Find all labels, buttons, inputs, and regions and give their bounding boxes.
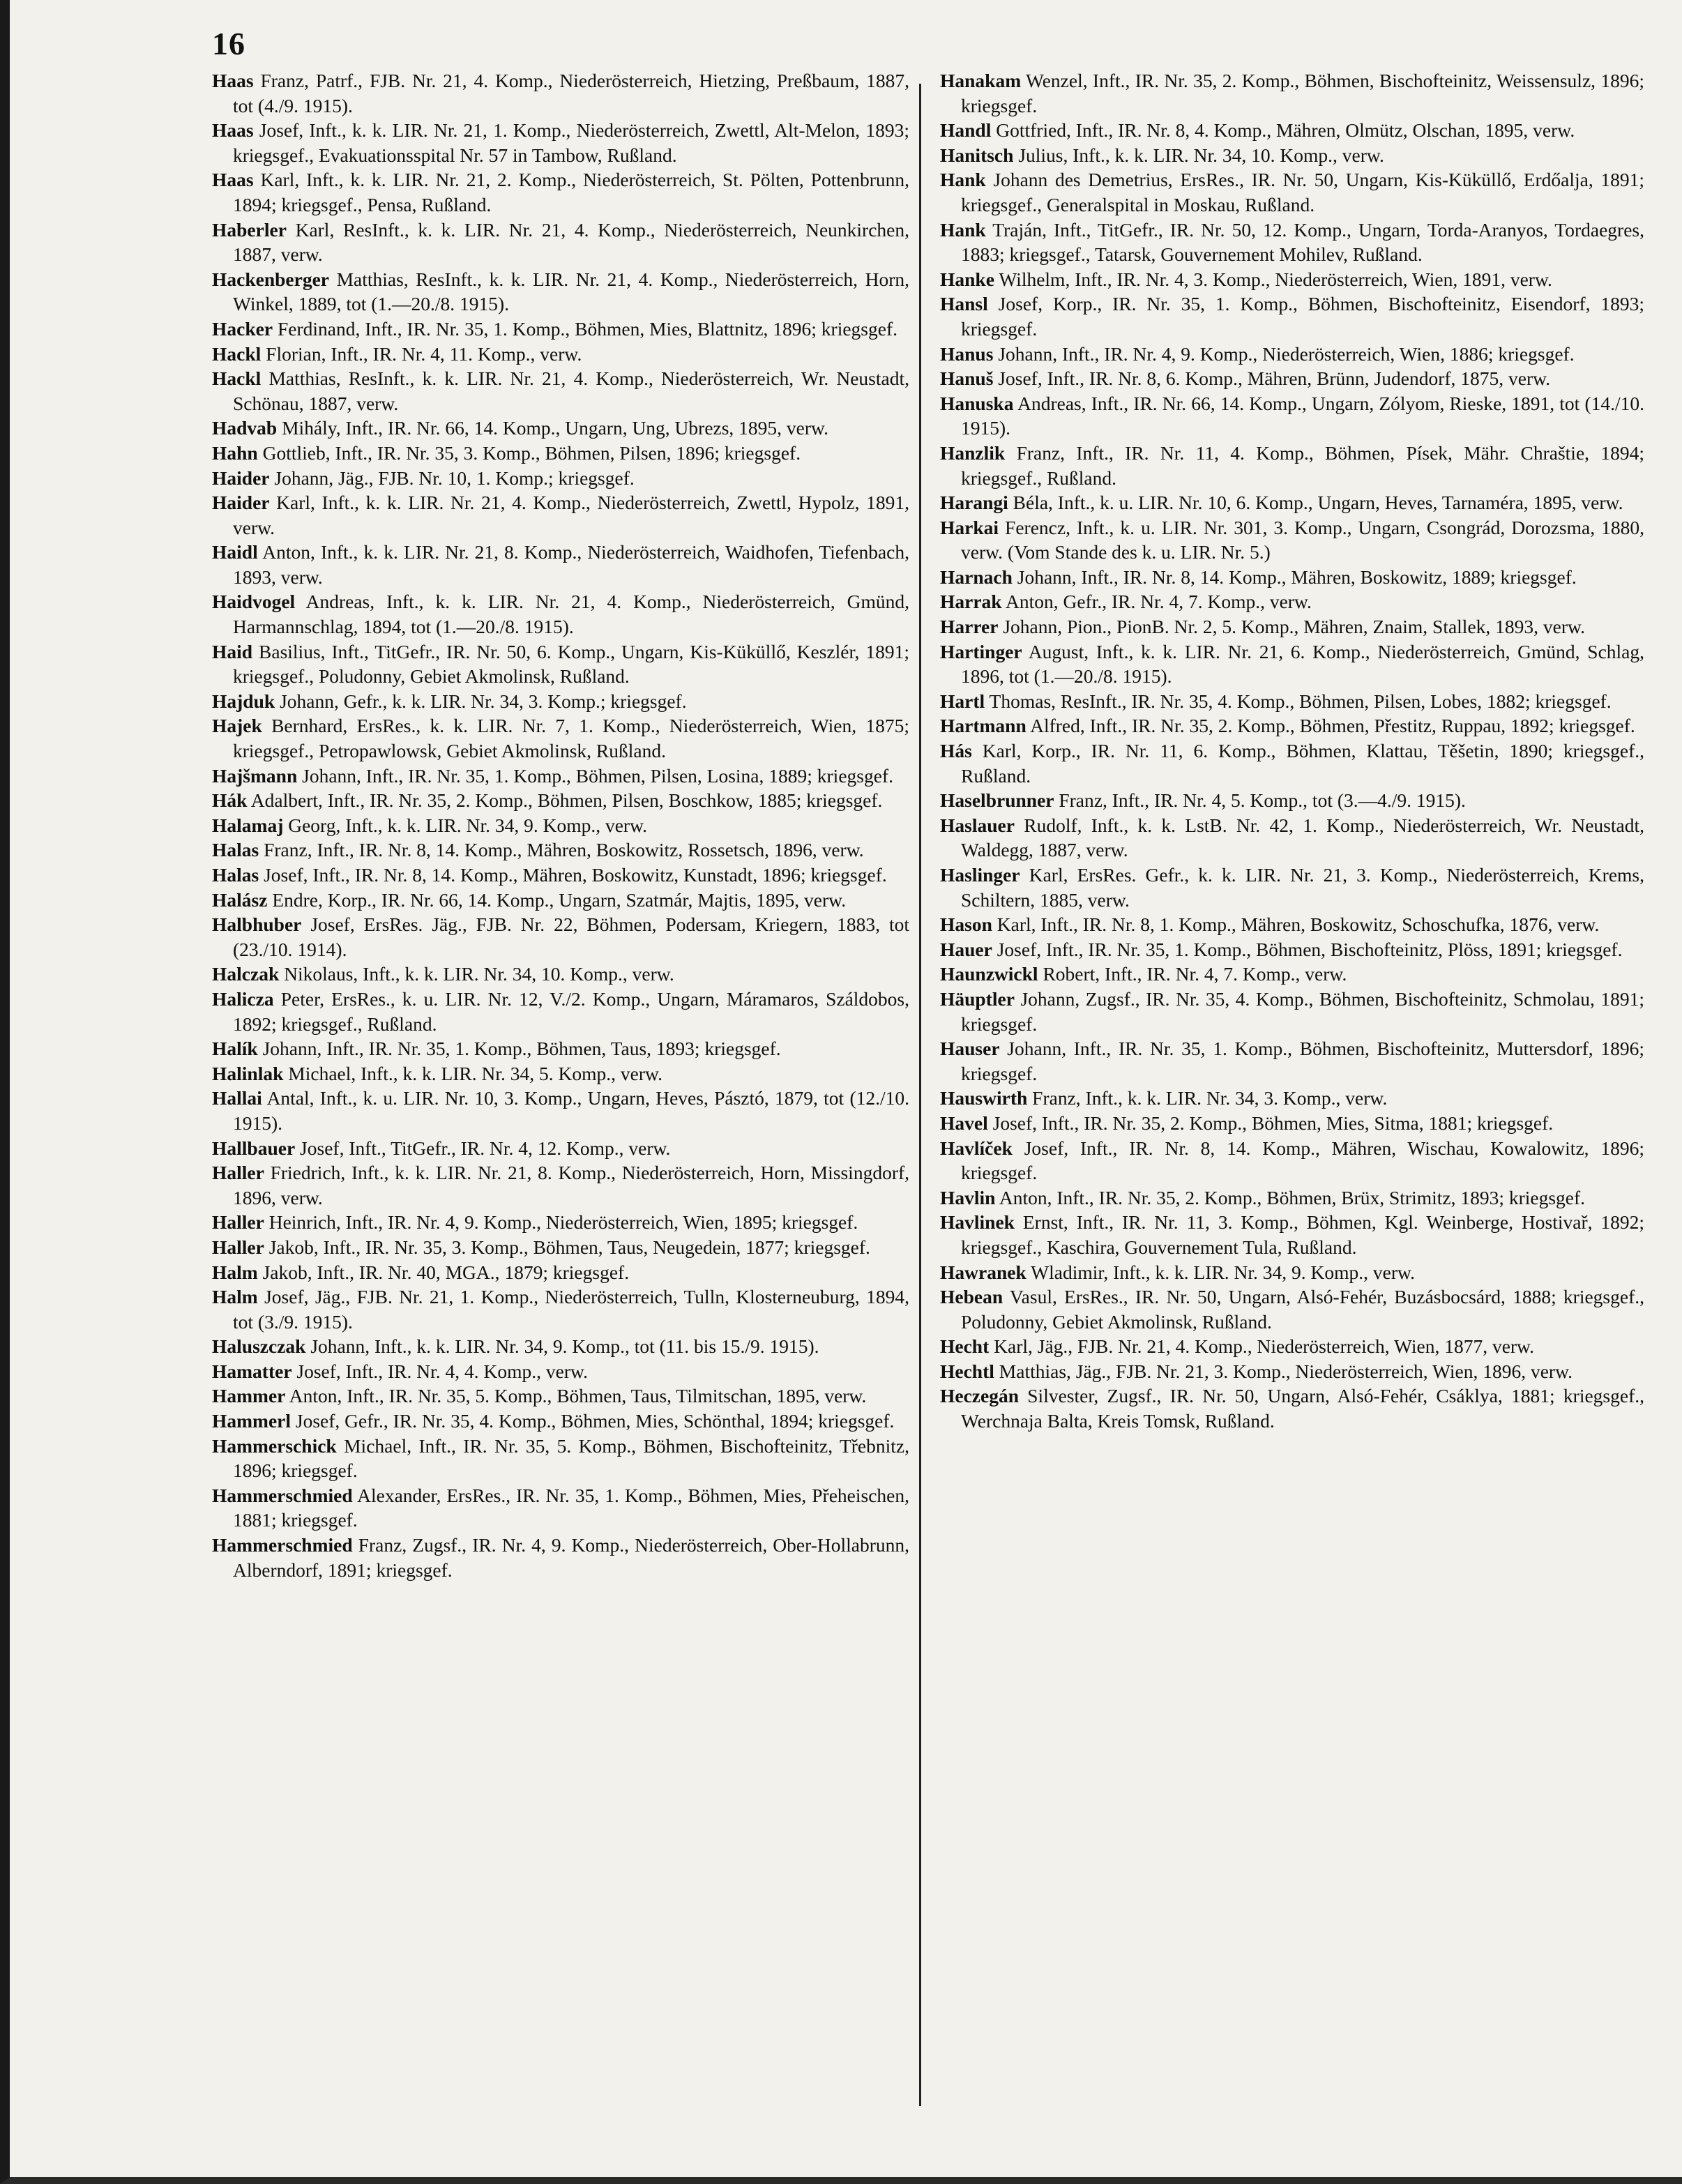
entry-details: Franz, Inft., IR. Nr. 8, 14. Komp., Mähren, Boskowitz, Rossetsch, 1896, verw.: [264, 839, 864, 861]
entry-details: Anton, Gefr., IR. Nr. 4, 7. Komp., verw.: [1005, 591, 1312, 613]
roster-entry: [212, 764, 909, 789]
entry-details: Josef, Inft., IR. Nr. 8, 6. Komp., Mähren, Brünn, Judendorf, 1875, verw.: [998, 367, 1551, 390]
roster-entry: [940, 1136, 1644, 1185]
entry-details: Jakob, Inft., IR. Nr. 35, 3. Komp., Böhmen, Taus, Neugedein, 1877; kriegsgef.: [268, 1236, 870, 1258]
roster-entry: [212, 962, 909, 987]
entry-details: Ernst, Inft., IR. Nr. 11, 3. Komp., Böhmen, Kgl. Weinberge, Hostivař, 1892; kriegsgef., Kaschira, Gouvernement Tula, Rußland.: [961, 1211, 1645, 1258]
entry-details: Johann, Inft., IR. Nr. 4, 9. Komp., Niederösterreich, Wien, 1886; kriegsgef.: [998, 342, 1575, 365]
roster-entry: [940, 1185, 1644, 1211]
entry-details: Gottfried, Inft., IR. Nr. 8, 4. Komp., Mähren, Olmütz, Olschan, 1895, verw.: [996, 119, 1575, 142]
entry-surname: Haider: [212, 492, 270, 514]
roster-entry: [940, 937, 1644, 962]
entry-surname: Hajšmann: [212, 764, 298, 787]
roster-entry: [212, 1533, 909, 1582]
entry-details: Johann, Inft., IR. Nr. 35, 1. Komp., Böhmen, Pilsen, Losina, 1889; kriegsgef.: [302, 764, 893, 787]
entry-surname: Havel: [940, 1112, 988, 1134]
roster-entry: [940, 1036, 1644, 1086]
entry-surname: Hason: [940, 913, 992, 936]
entry-surname: Hank: [940, 218, 986, 241]
entry-details: Wladimir, Inft., k. k. LIR. Nr. 34, 9. Komp., verw.: [1031, 1261, 1415, 1283]
entry-surname: Haselbrunner: [940, 789, 1054, 812]
column-divider: [919, 84, 921, 2106]
page-number: 16: [212, 26, 245, 61]
entry-details: Franz, Zugsf., IR. Nr. 4, 9. Komp., Niederösterreich, Ober-Hollabrunn, Alberndorf, 1891; kriegsgef.: [233, 1534, 910, 1581]
roster-entry: [212, 68, 909, 118]
entry-details: Karl, Jäg., FJB. Nr. 21, 4. Komp., Niederösterreich, Wien, 1877, verw.: [994, 1335, 1535, 1358]
roster-entry: [212, 118, 909, 167]
entry-details: Ferencz, Inft., k. u. LIR. Nr. 301, 3. Komp., Ungarn, Csongrád, Dorozsma, 1880, verw. (Vom Stande des k. u. LIR. Nr. 5.): [961, 516, 1644, 563]
entry-surname: Hebean: [940, 1286, 1003, 1308]
roster-entry: [940, 912, 1644, 937]
entry-surname: Hammerschmied: [212, 1534, 353, 1556]
roster-entry: [212, 689, 909, 714]
entry-surname: Hanuš: [940, 367, 994, 390]
entry-details: Franz, Inft., IR. Nr. 4, 5. Komp., tot (3.—4./9. 1915).: [1059, 789, 1466, 812]
entry-surname: Halas: [212, 839, 259, 861]
entry-surname: Haidl: [212, 541, 258, 563]
roster-entry: [940, 689, 1644, 714]
entry-surname: Halas: [212, 864, 259, 886]
roster-entry: [212, 589, 909, 639]
roster-entry: [212, 1086, 909, 1135]
entry-surname: Harnach: [940, 566, 1013, 588]
entry-surname: Hackl: [212, 367, 262, 390]
entry-details: Johann, Jäg., FJB. Nr. 10, 1. Komp.; kriegsgef.: [274, 467, 635, 489]
entry-details: Georg, Inft., k. k. LIR. Nr. 34, 9. Komp., verw.: [288, 814, 648, 836]
entry-surname: Harkai: [940, 516, 999, 538]
roster-entry: [212, 317, 909, 342]
entry-surname: Hanke: [940, 268, 994, 290]
roster-entry: [212, 167, 909, 217]
entry-details: Johann, Zugsf., IR. Nr. 35, 4. Komp., Böhmen, Bischofteinitz, Schmolau, 1891; kriegsgef.: [961, 987, 1645, 1035]
roster-entry: [940, 441, 1644, 490]
roster-entry: [212, 1409, 909, 1434]
roster-entry: [940, 639, 1644, 689]
entry-surname: Haluszczak: [212, 1335, 306, 1358]
roster-entry: [212, 1483, 909, 1533]
entry-details: Josef, Korp., IR. Nr. 35, 1. Komp., Böhmen, Bischofteinitz, Eisendorf, 1893; kriegsgef.: [961, 293, 1645, 340]
entry-details: Josef, Inft., IR. Nr. 35, 2. Komp., Böhmen, Mies, Sitma, 1881; kriegsgef.: [992, 1112, 1554, 1134]
roster-entry: [212, 490, 909, 540]
roster-entry: [212, 788, 909, 813]
entry-details: Karl, ResInft., k. k. LIR. Nr. 21, 4. Komp., Niederösterreich, Neunkirchen, 1887, verw.: [233, 218, 909, 266]
entry-surname: Hacker: [212, 317, 273, 340]
roster-entry: [940, 1359, 1644, 1384]
entry-details: Vasul, ErsRes., IR. Nr. 50, Ungarn, Alsó-Fehér, Buzásbocsárd, 1888; kriegsgef., Poludonny, Gebiet Akmolinsk, Rußland.: [961, 1286, 1644, 1333]
entry-surname: Hanus: [940, 342, 994, 365]
entry-details: Andreas, Inft., k. k. LIR. Nr. 21, 4. Komp., Niederösterreich, Gmünd, Harmannschlag, 1894, tot (1.—20./8. 1915).: [233, 591, 910, 638]
entry-surname: Haller: [212, 1236, 264, 1258]
entry-surname: Hecht: [940, 1335, 990, 1358]
entry-surname: Halinlak: [212, 1062, 284, 1084]
entry-surname: Hamatter: [212, 1360, 292, 1382]
roster-entry: [940, 1284, 1644, 1334]
entry-details: Franz, Patrf., FJB. Nr. 21, 4. Komp., Niederösterreich, Hietzing, Preßbaum, 1887, tot (4./9. 1915).: [233, 70, 910, 116]
entry-details: Johann, Gefr., k. k. LIR. Nr. 34, 3. Komp.; kriegsgef.: [280, 690, 687, 712]
entry-details: Rudolf, Inft., k. k. LstB. Nr. 42, 1. Komp., Niederösterreich, Wr. Neustadt, Waldegg, 1887, verw.: [961, 814, 1645, 861]
entry-surname: Hawranek: [940, 1261, 1026, 1283]
roster-entry: [940, 1210, 1644, 1259]
entry-surname: Hajek: [212, 715, 262, 737]
roster-entry: [940, 713, 1644, 738]
entry-surname: Halbhuber: [212, 913, 302, 936]
roster-entry: [212, 837, 909, 863]
entry-details: Nikolaus, Inft., k. k. LIR. Nr. 34, 10. Komp., verw.: [284, 963, 674, 985]
roster-entry: [940, 342, 1644, 367]
roster-entry: [212, 342, 909, 367]
roster-entry: [940, 291, 1644, 341]
entry-details: Johann, Pion., PionB. Nr. 2, 5. Komp., Mähren, Znaim, Stallek, 1893, verw.: [1003, 616, 1585, 638]
entry-surname: Halm: [212, 1261, 258, 1283]
entry-details: Karl, Inft., k. k. LIR. Nr. 21, 4. Komp., Niederösterreich, Zwettl, Hypolz, 1891, verw.: [233, 492, 909, 538]
roster-entry: [212, 1359, 909, 1384]
roster-entry: [940, 738, 1644, 788]
entry-details: Josef, Inft., IR. Nr. 8, 14. Komp., Mähren, Wischau, Kowalowitz, 1896; kriegsgef.: [961, 1137, 1644, 1184]
roster-entry: [212, 888, 909, 913]
roster-entry: [940, 68, 1644, 118]
left-column: [212, 68, 909, 1582]
entry-surname: Haslinger: [940, 864, 1020, 886]
entry-details: Ferdinand, Inft., IR. Nr. 35, 1. Komp., Böhmen, Mies, Blattnitz, 1896; kriegsgef.: [277, 317, 898, 340]
roster-entry: [212, 713, 909, 763]
entry-surname: Haller: [212, 1162, 264, 1184]
roster-entry: [212, 466, 909, 491]
entry-surname: Halm: [212, 1286, 258, 1308]
entry-details: Alexander, ErsRes., IR. Nr. 35, 1. Komp., Böhmen, Mies, Přeheischen, 1881; kriegsgef.: [233, 1484, 909, 1531]
roster-entry: [212, 912, 909, 962]
roster-entry: [212, 540, 909, 589]
roster-entry: [940, 143, 1644, 168]
entry-details: Josef, Gefr., IR. Nr. 35, 4. Komp., Böhmen, Mies, Schönthal, 1894; kriegsgef.: [295, 1410, 895, 1432]
entry-details: Andreas, Inft., IR. Nr. 66, 14. Komp., Ungarn, Zólyom, Rieske, 1891, tot (14./10. 1915).: [961, 392, 1644, 439]
entry-details: Matthias, Jäg., FJB. Nr. 21, 3. Komp., Niederösterreich, Wien, 1896, verw.: [999, 1360, 1573, 1382]
entry-details: Robert, Inft., IR. Nr. 4, 7. Komp., verw.: [1043, 963, 1347, 985]
entry-surname: Hammerschick: [212, 1434, 337, 1457]
entry-details: Florian, Inft., IR. Nr. 4, 11. Komp., verw.: [266, 342, 582, 365]
entry-details: Traján, Inft., TitGefr., IR. Nr. 50, 12. Komp., Ungarn, Torda-Aranyos, Tordaegres, 1883; kriegsgef., Tatarsk, Gouvernement Mohilev, Rußland.: [961, 218, 1644, 266]
entry-surname: Hanuska: [940, 392, 1014, 414]
entry-surname: Haberler: [212, 218, 287, 241]
roster-entry: [940, 813, 1644, 863]
roster-entry: [212, 1210, 909, 1235]
roster-entry: [940, 1260, 1644, 1285]
entry-surname: Hajduk: [212, 690, 275, 712]
roster-entry: [212, 987, 909, 1036]
entry-surname: Hallbauer: [212, 1137, 296, 1159]
entry-surname: Halász: [212, 888, 268, 911]
entry-details: Wenzel, Inft., IR. Nr. 35, 2. Komp., Böhmen, Bischofteinitz, Weissensulz, 1896; kriegsgef.: [961, 70, 1644, 116]
entry-details: Adalbert, Inft., IR. Nr. 35, 2. Komp., Böhmen, Pilsen, Boschkow, 1885; kriegsgef.: [250, 789, 883, 812]
entry-details: Josef, Inft., IR. Nr. 8, 14. Komp., Mähren, Boskowitz, Kunstadt, 1896; kriegsgef.: [264, 864, 887, 886]
roster-entry: [940, 987, 1644, 1036]
entry-surname: Hank: [940, 169, 986, 191]
roster-entry: [940, 515, 1644, 565]
entry-surname: Havlin: [940, 1186, 996, 1208]
entry-details: Karl, Inft., k. k. LIR. Nr. 21, 2. Komp., Niederösterreich, St. Pölten, Pottenbrunn, 1894; kriegsgef., Pensa, Rußland.: [233, 169, 909, 215]
entry-details: Josef, ErsRes. Jäg., FJB. Nr. 22, Böhmen, Podersam, Kriegern, 1883, tot (23./10. 1914).: [233, 913, 910, 960]
entry-details: Antal, Inft., k. u. LIR. Nr. 10, 3. Komp., Ungarn, Heves, Pásztó, 1879, tot (12./10. 1915).: [233, 1087, 909, 1134]
roster-entry: [940, 1334, 1644, 1359]
roster-entry: [940, 118, 1644, 143]
entry-surname: Halamaj: [212, 814, 284, 836]
entry-details: Béla, Inft., k. u. LIR. Nr. 10, 6. Komp., Ungarn, Heves, Tarnaméra, 1895, verw.: [1013, 492, 1623, 514]
entry-surname: Harrer: [940, 616, 999, 638]
roster-entry: [212, 218, 909, 267]
roster-entry: [212, 1235, 909, 1260]
entry-details: Silvester, Zugsf., IR. Nr. 50, Ungarn, Alsó-Fehér, Csáklya, 1881; kriegsgef., Werchnaja Balta, Kreis Tomsk, Rußland.: [961, 1385, 1644, 1432]
roster-entry: [940, 490, 1644, 515]
entry-details: Basilius, Inft., TitGefr., IR. Nr. 50, 6. Komp., Ungarn, Kis-Küküllő, Keszlér, 1891; kriegsgef., Poludonny, Gebiet Akmolinsk, Rußland.: [233, 640, 909, 688]
entry-details: Michael, Inft., k. k. LIR. Nr. 34, 5. Komp., verw.: [288, 1062, 662, 1084]
entry-surname: Hauswirth: [940, 1087, 1028, 1109]
entry-details: Jakob, Inft., IR. Nr. 40, MGA., 1879; kriegsgef.: [262, 1261, 630, 1283]
entry-surname: Haid: [212, 640, 253, 662]
entry-surname: Hansl: [940, 293, 988, 315]
entry-surname: Hanitsch: [940, 144, 1014, 166]
roster-entry: [940, 1111, 1644, 1136]
roster-entry: [940, 788, 1644, 813]
entry-surname: Haas: [212, 119, 254, 142]
entry-surname: Halczak: [212, 963, 280, 985]
roster-entry: [940, 565, 1644, 590]
entry-surname: Hahn: [212, 441, 258, 464]
entry-surname: Hanzlik: [940, 441, 1006, 464]
entry-surname: Haslauer: [940, 814, 1015, 836]
roster-entry: [940, 1086, 1644, 1111]
entry-details: Mihály, Inft., IR. Nr. 66, 14. Komp., Ungarn, Ung, Ubrezs, 1895, verw.: [282, 417, 828, 439]
entry-surname: Haller: [212, 1211, 264, 1234]
entry-surname: Havlinek: [940, 1211, 1015, 1234]
entry-surname: Haider: [212, 467, 270, 489]
roster-entry: [940, 267, 1644, 292]
roster-entry: [212, 1036, 909, 1061]
roster-entry: [940, 962, 1644, 987]
roster-entry: [940, 1383, 1644, 1433]
entry-details: Wilhelm, Inft., IR. Nr. 4, 3. Komp., Niederösterreich, Wien, 1891, verw.: [999, 268, 1552, 290]
entry-details: Anton, Inft., IR. Nr. 35, 2. Komp., Böhmen, Brüx, Strimitz, 1893; kriegsgef.: [999, 1186, 1586, 1208]
entry-details: Matthias, ResInft., k. k. LIR. Nr. 21, 4. Komp., Niederösterreich, Horn, Winkel, 1889, tot (1.—20./8. 1915).: [233, 268, 909, 315]
roster-entry: [212, 1284, 909, 1334]
entry-surname: Haunzwickl: [940, 963, 1038, 985]
entry-details: Johann, Inft., IR. Nr. 35, 1. Komp., Böhmen, Bischofteinitz, Muttersdorf, 1896; kriegsgef.: [961, 1038, 1645, 1084]
right-column: [940, 68, 1644, 1434]
entry-surname: Heczegán: [940, 1385, 1020, 1407]
entry-surname: Hartl: [940, 690, 985, 712]
entry-details: Franz, Inft., IR. Nr. 11, 4. Komp., Böhmen, Písek, Mähr. Chraštie, 1894; kriegsgef., Rußland.: [961, 441, 1645, 489]
entry-details: Johann, Inft., k. k. LIR. Nr. 34, 9. Komp., tot (11. bis 15./9. 1915).: [310, 1335, 819, 1358]
entry-surname: Hauser: [940, 1038, 1000, 1060]
entry-details: Peter, ErsRes., k. u. LIR. Nr. 12, V./2. Komp., Ungarn, Máramaros, Száldobos, 1892; kriegsgef., Rußland.: [233, 987, 909, 1035]
roster-entry: [212, 1160, 909, 1210]
entry-details: Thomas, ResInft., IR. Nr. 35, 4. Komp., Böhmen, Pilsen, Lobes, 1882; kriegsgef.: [989, 690, 1612, 712]
entry-details: Anton, Inft., IR. Nr. 35, 5. Komp., Böhmen, Taus, Tilmitschan, 1895, verw.: [289, 1385, 867, 1407]
entry-surname: Hauer: [940, 938, 992, 960]
entry-surname: Haas: [212, 169, 254, 191]
entry-details: August, Inft., k. k. LIR. Nr. 21, 6. Komp., Niederösterreich, Gmünd, Schlag, 1896, tot (1.—20./8. 1915).: [961, 640, 1644, 688]
entry-details: Josef, Inft., k. k. LIR. Nr. 21, 1. Komp., Niederösterreich, Zwettl, Alt-Melon, 1893; kriegsgef., Evakuationsspital Nr. 57 in Tambow, Rußland.: [233, 119, 909, 166]
entry-details: Michael, Inft., IR. Nr. 35, 5. Komp., Böhmen, Bischofteinitz, Třebnitz, 1896; kriegsgef.: [233, 1434, 909, 1482]
entry-surname: Havlíček: [940, 1137, 1013, 1159]
entry-details: Franz, Inft., k. k. LIR. Nr. 34, 3. Komp., verw.: [1032, 1087, 1388, 1109]
roster-entry: [940, 863, 1644, 912]
entry-surname: Hartinger: [940, 640, 1022, 662]
entry-surname: Halík: [212, 1038, 258, 1060]
entry-surname: Haidvogel: [212, 591, 296, 613]
roster-entry: [212, 366, 909, 416]
entry-details: Johann des Demetrius, ErsRes., IR. Nr. 50, Ungarn, Kis-Küküllő, Erdőalja, 1891; kriegsgef., Generalspital in Moskau, Rußland.: [961, 169, 1645, 215]
roster-entry: [212, 1260, 909, 1285]
entry-surname: Hallai: [212, 1087, 262, 1109]
roster-entry: [940, 589, 1644, 614]
entry-surname: Hás: [940, 740, 972, 762]
entry-details: Josef, Inft., IR. Nr. 4, 4. Komp., verw.: [296, 1360, 588, 1382]
roster-entry: [212, 813, 909, 838]
entry-surname: Haas: [212, 70, 254, 91]
roster-entry: [212, 416, 909, 441]
entry-details: Karl, Korp., IR. Nr. 11, 6. Komp., Böhmen, Klattau, Těšetin, 1890; kriegsgef., Rußland.: [961, 740, 1644, 787]
entry-surname: Handl: [940, 119, 992, 142]
roster-entry: [940, 167, 1644, 217]
roster-entry: [212, 267, 909, 317]
entry-details: Julius, Inft., k. k. LIR. Nr. 34, 10. Komp., verw.: [1018, 144, 1384, 166]
entry-details: Karl, ErsRes. Gefr., k. k. LIR. Nr. 21, 3. Komp., Niederösterreich, Krems, Schiltern, 1885, verw.: [961, 864, 1645, 911]
entry-surname: Hechtl: [940, 1360, 994, 1382]
roster-entry: [940, 218, 1644, 267]
entry-details: Johann, Inft., IR. Nr. 35, 1. Komp., Böhmen, Taus, 1893; kriegsgef.: [262, 1038, 781, 1060]
entry-details: Matthias, ResInft., k. k. LIR. Nr. 21, 4. Komp., Niederösterreich, Wr. Neustadt, Schönau, 1887, verw.: [233, 367, 909, 414]
entry-details: Josef, Inft., IR. Nr. 35, 1. Komp., Böhmen, Bischofteinitz, Plöss, 1891; kriegsgef.: [997, 938, 1623, 960]
roster-entry: [212, 863, 909, 888]
roster-entry: [940, 366, 1644, 391]
roster-entry: [212, 1383, 909, 1409]
entry-details: Gottlieb, Inft., IR. Nr. 35, 3. Komp., Böhmen, Pilsen, 1896; kriegsgef.: [262, 441, 801, 464]
entry-details: Johann, Inft., IR. Nr. 8, 14. Komp., Mähren, Boskowitz, 1889; kriegsgef.: [1017, 566, 1577, 588]
entry-details: Josef, Inft., TitGefr., IR. Nr. 4, 12. Komp., verw.: [300, 1137, 671, 1159]
entry-surname: Hackl: [212, 342, 262, 365]
roster-entry: [940, 391, 1644, 441]
entry-surname: Harangi: [940, 492, 1008, 514]
entry-details: Endre, Korp., IR. Nr. 66, 14. Komp., Ungarn, Szatmár, Majtis, 1895, verw.: [272, 888, 847, 911]
roster-entry: [212, 1136, 909, 1161]
entry-details: Karl, Inft., IR. Nr. 8, 1. Komp., Mähren, Boskowitz, Schoschufka, 1876, verw.: [997, 913, 1600, 936]
entry-surname: Hadvab: [212, 417, 278, 439]
entry-surname: Hák: [212, 789, 248, 812]
entry-details: Alfred, Inft., IR. Nr. 35, 2. Komp., Böhmen, Přestitz, Ruppau, 1892; kriegsgef.: [1030, 715, 1635, 737]
roster-entry: [940, 614, 1644, 639]
entry-details: Anton, Inft., k. k. LIR. Nr. 21, 8. Komp., Niederösterreich, Waidhofen, Tiefenbach, 1893, verw.: [233, 541, 909, 588]
entry-surname: Harrak: [940, 591, 1002, 613]
roster-entry: [212, 639, 909, 689]
entry-surname: Hartmann: [940, 715, 1026, 737]
roster-entry: [212, 441, 909, 466]
entry-surname: Halicza: [212, 987, 274, 1010]
entry-surname: Hackenberger: [212, 268, 330, 290]
entry-details: Bernhard, ErsRes., k. k. LIR. Nr. 7, 1. Komp., Niederösterreich, Wien, 1875; kriegsgef., Petropawlowsk, Gebiet Akmolinsk, Rußland.: [233, 715, 910, 762]
roster-entry: [212, 1434, 909, 1483]
roster-entry: [212, 1061, 909, 1086]
entry-surname: Hammerl: [212, 1410, 291, 1432]
entry-details: Heinrich, Inft., IR. Nr. 4, 9. Komp., Niederösterreich, Wien, 1895; kriegsgef.: [268, 1211, 858, 1234]
entry-surname: Häuptler: [940, 987, 1015, 1010]
entry-surname: Hammerschmied: [212, 1484, 353, 1506]
entry-surname: Hanakam: [940, 70, 1022, 91]
entry-details: Friedrich, Inft., k. k. LIR. Nr. 21, 8. Komp., Niederösterreich, Horn, Missingdorf, 1896, verw.: [233, 1162, 910, 1208]
entry-details: Josef, Jäg., FJB. Nr. 21, 1. Komp., Niederösterreich, Tulln, Klosterneuburg, 1894, tot (3./9. 1915).: [233, 1286, 910, 1333]
roster-entry: [212, 1334, 909, 1359]
entry-surname: Hammer: [212, 1385, 286, 1407]
